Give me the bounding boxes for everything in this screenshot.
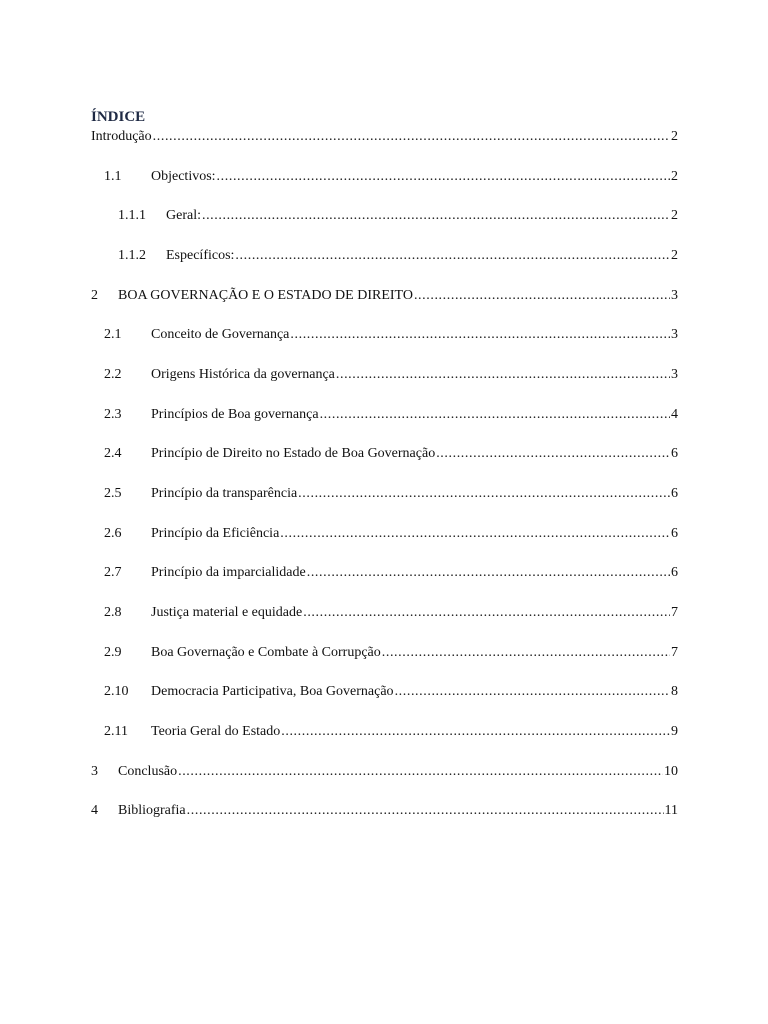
toc-entry-text: Princípio da imparcialidade (151, 565, 306, 580)
toc-entry-text: Princípio da transparência (151, 486, 298, 501)
toc-entry-text: Princípio de Direito no Estado de Boa Governação (151, 446, 436, 461)
toc-dot-leader (303, 604, 670, 622)
toc-entry-introducao[interactable] (91, 128, 678, 146)
toc-dot-leader (290, 326, 670, 344)
toc-dot-leader (235, 247, 670, 265)
toc-page-number: 7 (671, 605, 678, 620)
toc-section-number: 2.9 (104, 645, 122, 660)
toc-entry-4[interactable] (91, 802, 678, 820)
toc-entry-text: Origens Histórica da governança (151, 367, 335, 382)
toc-entry-text: Específicos: (166, 248, 235, 263)
toc-entry-text: Princípios de Boa governança (151, 407, 319, 422)
toc-dot-leader (281, 723, 670, 741)
toc-entry-2-2[interactable] (104, 366, 678, 384)
toc-entry-2-6[interactable] (104, 525, 678, 543)
toc-entry-2-3[interactable] (104, 406, 678, 424)
toc-dot-leader (382, 644, 670, 662)
toc-entry-2-1[interactable] (104, 326, 678, 344)
toc-page-number: 3 (671, 327, 678, 342)
toc-dot-leader (202, 207, 670, 225)
toc-entry-2-5[interactable] (104, 485, 678, 503)
toc-entry-2-10[interactable] (104, 683, 678, 701)
toc-heading: ÍNDICE (91, 109, 146, 125)
toc-page-number: 6 (671, 486, 678, 501)
toc-entry-text: Objectivos: (151, 169, 216, 184)
toc-dot-leader (298, 485, 670, 503)
toc-entry-text: Geral: (166, 208, 201, 223)
toc-page-number: 10 (664, 764, 678, 779)
toc-page-number: 2 (671, 248, 678, 263)
toc-section-number: 2 (91, 288, 98, 303)
toc-entry-2-7[interactable] (104, 564, 678, 582)
toc-entry-text: Justiça material e equidade (151, 605, 303, 620)
toc-page-number: 3 (671, 367, 678, 382)
toc-entry-2-4[interactable] (104, 445, 678, 463)
toc-entry-text: Teoria Geral do Estado (151, 724, 281, 739)
toc-entry-2-11[interactable] (104, 723, 678, 741)
toc-dot-leader (178, 763, 663, 781)
toc-section-number: 2.10 (104, 684, 129, 699)
toc-dot-leader (187, 802, 664, 820)
toc-entry-1-1-2[interactable] (118, 247, 678, 265)
toc-page-number: 9 (671, 724, 678, 739)
toc-page-number: 8 (671, 684, 678, 699)
toc-entry-text: Conclusão (118, 764, 178, 779)
toc-section-number: 2.8 (104, 605, 122, 620)
toc-section-number: 2.5 (104, 486, 122, 501)
toc-entry-2[interactable] (91, 287, 678, 305)
toc-section-number: 1.1.2 (118, 248, 146, 263)
toc-section-number: 2.7 (104, 565, 122, 580)
toc-page-number: 6 (671, 446, 678, 461)
toc-page-number: 2 (671, 169, 678, 184)
toc-page-number: 11 (664, 803, 678, 818)
toc-page-number: 6 (671, 565, 678, 580)
toc-entry-3[interactable] (91, 763, 678, 781)
toc-entry-text: Bibliografia (118, 803, 186, 818)
toc-entry-text: Introdução (91, 129, 152, 144)
toc-section-number: 1.1.1 (118, 208, 146, 223)
toc-entry-1-1-1[interactable] (118, 207, 678, 225)
toc-page-number: 7 (671, 645, 678, 660)
toc-dot-leader (436, 445, 670, 463)
toc-dot-leader (307, 564, 670, 582)
toc-entry-text: Princípio da Eficiência (151, 526, 280, 541)
toc-dot-leader (217, 168, 670, 186)
toc-dot-leader (153, 128, 670, 146)
toc-entry-2-8[interactable] (104, 604, 678, 622)
toc-entry-1-1[interactable] (104, 168, 678, 186)
toc-section-number: 2.2 (104, 367, 122, 382)
toc-dot-leader (395, 683, 670, 701)
toc-section-number: 2.4 (104, 446, 122, 461)
toc-dot-leader (320, 406, 670, 424)
toc-section-number: 2.6 (104, 526, 122, 541)
toc-dot-leader (280, 525, 670, 543)
toc-entry-text: Conceito de Governança (151, 327, 290, 342)
toc-section-number: 4 (91, 803, 98, 818)
toc-entry-text: Democracia Participativa, Boa Governação (151, 684, 394, 699)
toc-section-number: 3 (91, 764, 98, 779)
toc-entry-text: BOA GOVERNAÇÃO E O ESTADO DE DIREITO (118, 288, 413, 303)
toc-dot-leader (336, 366, 670, 384)
toc-page-number: 2 (671, 208, 678, 223)
toc-page-number: 6 (671, 526, 678, 541)
toc-entry-2-9[interactable] (104, 644, 678, 662)
toc-section-number: 2.11 (104, 724, 128, 739)
toc-page-number: 4 (671, 407, 678, 422)
toc-section-number: 2.1 (104, 327, 122, 342)
toc-page-number: 2 (671, 129, 678, 144)
toc-section-number: 2.3 (104, 407, 122, 422)
toc-entry-text: Boa Governação e Combate à Corrupção (151, 645, 381, 660)
toc-section-number: 1.1 (104, 169, 122, 184)
toc-dot-leader (414, 287, 670, 305)
toc-page-number: 3 (671, 288, 678, 303)
